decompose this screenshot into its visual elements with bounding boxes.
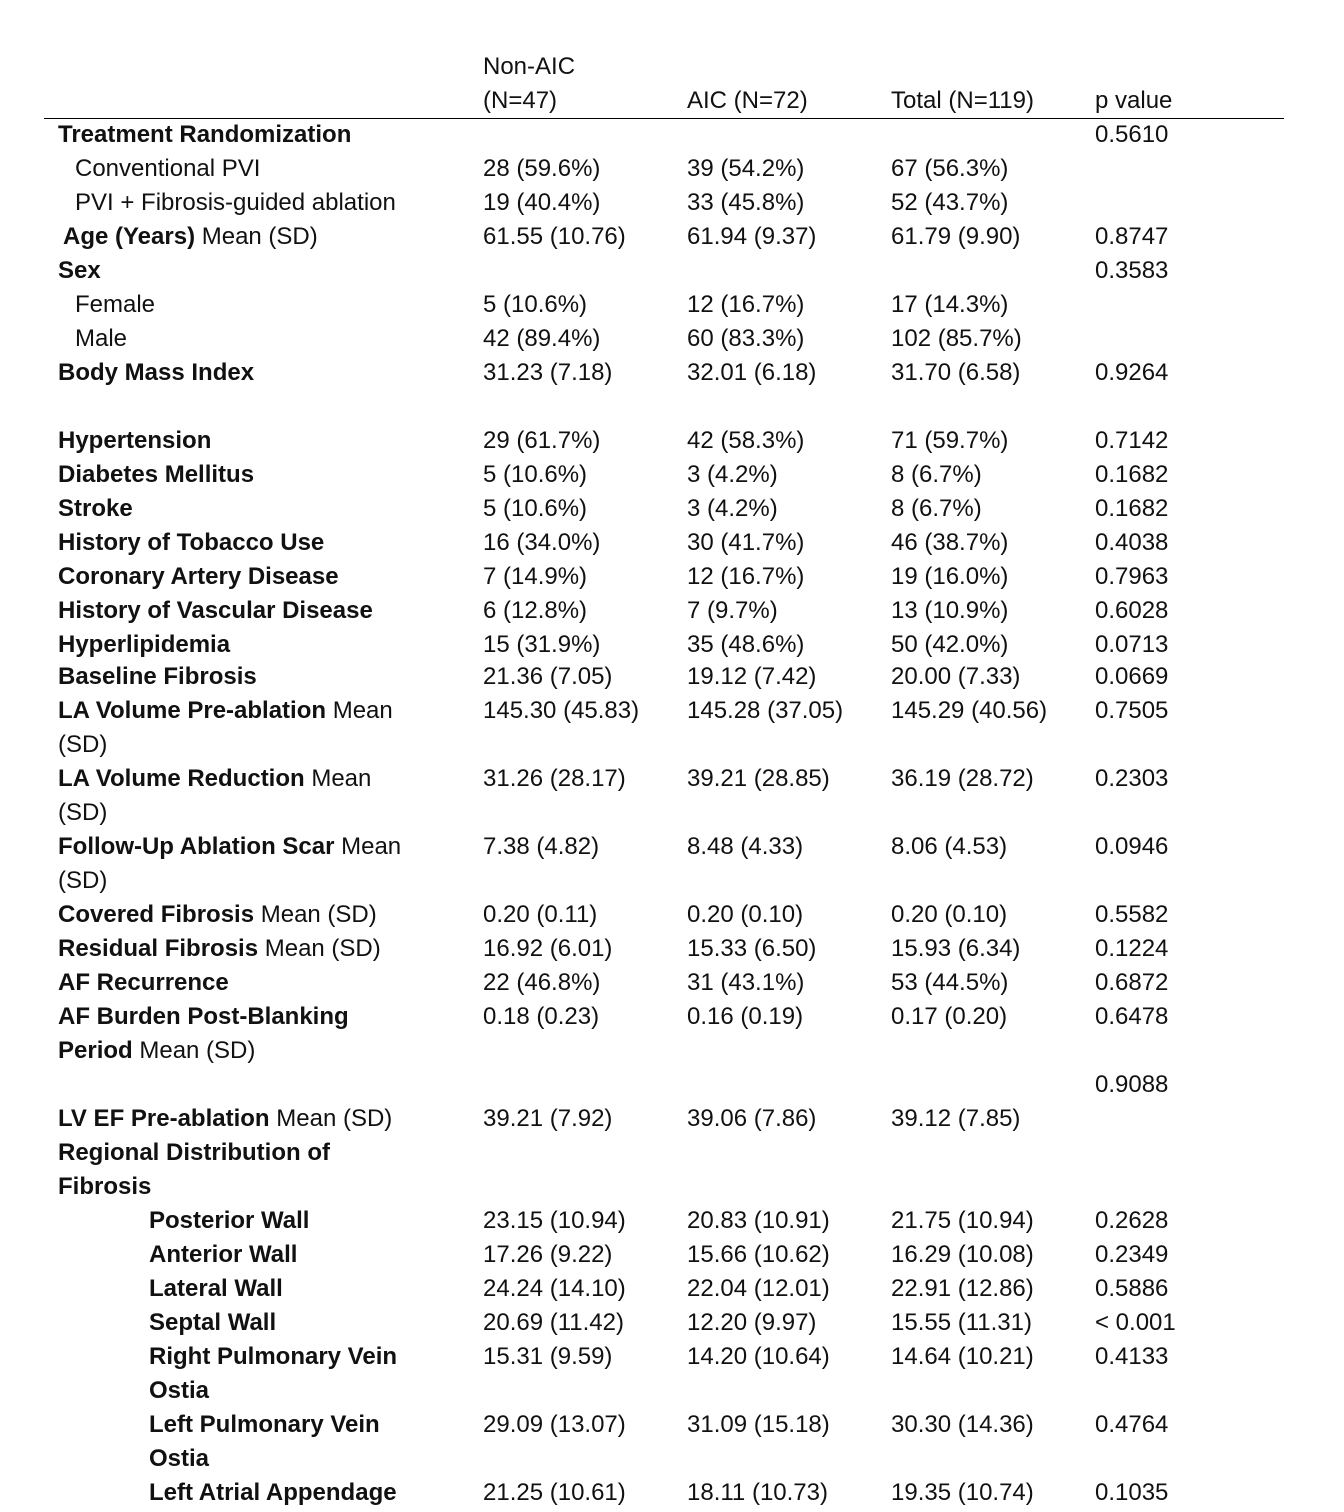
row-label: [58, 118, 351, 152]
cell-pvalue: 0.1035: [1095, 1479, 1169, 1506]
row-label-line1: [58, 560, 339, 594]
row-label-bold: Diabetes Mellitus: [58, 461, 255, 488]
row-label-line1: [58, 458, 254, 492]
cell-total: 20.00 (7.33): [891, 663, 1021, 690]
row-label: [58, 628, 230, 662]
cell-aic: 32.01 (6.18): [687, 359, 817, 386]
row-label: [58, 660, 257, 694]
cell-aic: 12.20 (9.97): [687, 1309, 817, 1336]
cell-aic: 22.04 (12.01): [687, 1275, 830, 1302]
row-label: [149, 1238, 297, 1272]
row-label: [63, 220, 318, 254]
cell-nonaic: 16.92 (6.01): [483, 935, 613, 962]
row-label: [149, 1340, 397, 1408]
row-label-line1: [58, 932, 381, 966]
cell-nonaic: 21.25 (10.61): [483, 1479, 626, 1506]
row-label-bold: AF Burden Post-Blanking: [58, 1003, 349, 1030]
row-label-line1: [149, 1306, 276, 1340]
row-label: [58, 694, 393, 762]
row-label-line1: [58, 526, 324, 560]
header-total: Total (N=119): [891, 87, 1034, 114]
cell-total: 19 (16.0%): [891, 563, 1009, 590]
header-nonaic: [483, 50, 575, 118]
cell-total: 13 (10.9%): [891, 597, 1009, 624]
cell-pvalue: 0.6478: [1095, 1003, 1169, 1030]
row-label-bold: Regional Distribution of: [58, 1139, 330, 1166]
row-label: [58, 898, 377, 932]
row-label: [58, 594, 373, 628]
cell-pvalue: 0.7142: [1095, 427, 1169, 454]
row-label: [58, 424, 211, 458]
cell-total: 22.91 (12.86): [891, 1275, 1034, 1302]
row-label-line1: [75, 322, 127, 356]
cell-nonaic: 7 (14.9%): [483, 563, 588, 590]
header-nonaic-line1: Non-AIC: [483, 53, 576, 80]
row-label-line1: [75, 152, 260, 186]
cell-total: 17 (14.3%): [891, 291, 1009, 318]
cell-aic: 42 (58.3%): [687, 427, 805, 454]
cell-aic: 60 (83.3%): [687, 325, 805, 352]
row-label-text: (SD): [58, 799, 108, 826]
cell-aic: 3 (4.2%): [687, 461, 778, 488]
cell-aic: 33 (45.8%): [687, 189, 805, 216]
cell-aic: 15.66 (10.62): [687, 1241, 830, 1268]
row-label-line2: [58, 1170, 330, 1204]
cell-aic: 30 (41.7%): [687, 529, 805, 556]
row-label: [58, 526, 324, 560]
cell-aic: 39.06 (7.86): [687, 1105, 817, 1132]
row-label: [58, 492, 133, 526]
row-label-bold: Baseline Fibrosis: [58, 663, 257, 690]
row-label-line1: [58, 830, 401, 864]
row-label-text: Male: [75, 325, 128, 352]
cell-total: 0.17 (0.20): [891, 1003, 1008, 1030]
row-label: [58, 356, 254, 390]
cell-nonaic: 31.26 (28.17): [483, 765, 626, 792]
row-label-bold: Follow-Up Ablation Scar: [58, 833, 335, 860]
cell-nonaic: 31.23 (7.18): [483, 359, 613, 386]
row-label-bold: Fibrosis: [58, 1173, 152, 1200]
cell-nonaic: 20.69 (11.42): [483, 1309, 624, 1336]
row-label: [149, 1408, 380, 1476]
row-label-line1: [58, 1136, 330, 1170]
cell-total: 39.12 (7.85): [891, 1105, 1021, 1132]
row-label-line1: [58, 492, 133, 526]
cell-nonaic: 22 (46.8%): [483, 969, 601, 996]
row-label-text: Mean: [334, 833, 402, 860]
cell-total: 21.75 (10.94): [891, 1207, 1034, 1234]
cell-total: 30.30 (14.36): [891, 1411, 1034, 1438]
cell-aic: 39.21 (28.85): [687, 765, 830, 792]
cell-pvalue: 0.0713: [1095, 631, 1169, 658]
cell-nonaic: 29 (61.7%): [483, 427, 601, 454]
cell-nonaic: 24.24 (14.10): [483, 1275, 626, 1302]
cell-aic: 145.28 (37.05): [687, 697, 844, 724]
row-label-line1: [58, 762, 371, 796]
cell-pvalue: 0.1682: [1095, 495, 1169, 522]
cell-total: 67 (56.3%): [891, 155, 1009, 182]
cell-nonaic: 16 (34.0%): [483, 529, 601, 556]
row-label: [58, 762, 371, 830]
cell-pvalue: 0.4133: [1095, 1343, 1169, 1370]
cell-total: 46 (38.7%): [891, 529, 1009, 556]
cell-pvalue: 0.9264: [1095, 359, 1169, 386]
row-label: [58, 458, 254, 492]
row-label-bold: Ostia: [149, 1377, 210, 1404]
row-label: [58, 830, 401, 898]
cell-nonaic: 7.38 (4.82): [483, 833, 600, 860]
cell-nonaic: 42 (89.4%): [483, 325, 601, 352]
cell-aic: 14.20 (10.64): [687, 1343, 830, 1370]
cell-total: 31.70 (6.58): [891, 359, 1021, 386]
row-label-bold: Period: [58, 1037, 133, 1064]
row-label: [58, 560, 339, 594]
row-label-text: PVI + Fibrosis-guided ablation: [75, 189, 396, 216]
cell-total: 19.35 (10.74): [891, 1479, 1034, 1506]
row-label-bold: Residual Fibrosis: [58, 935, 259, 962]
cell-aic: 31.09 (15.18): [687, 1411, 830, 1438]
cell-nonaic: 6 (12.8%): [483, 597, 588, 624]
cell-total: 52 (43.7%): [891, 189, 1009, 216]
cell-aic: 18.11 (10.73): [687, 1479, 828, 1506]
row-label-line1: [58, 694, 393, 728]
row-label-bold: Coronary Artery Disease: [58, 563, 339, 590]
header-nonaic-line2: (N=47): [483, 87, 558, 114]
row-label-bold: Age (Years): [63, 223, 196, 250]
row-label-text: Mean (SD): [269, 1105, 393, 1132]
cell-total: 8 (6.7%): [891, 495, 982, 522]
row-label-line1: [149, 1204, 309, 1238]
cell-aic: 35 (48.6%): [687, 631, 805, 658]
cell-nonaic: 28 (59.6%): [483, 155, 601, 182]
row-label: [75, 152, 260, 186]
row-label-line1: [63, 220, 318, 254]
row-label-line1: [149, 1340, 397, 1374]
row-label-bold: Left Pulmonary Vein: [149, 1411, 380, 1438]
cell-nonaic: 15.31 (9.59): [483, 1343, 613, 1370]
row-label-bold: Lateral Wall: [149, 1275, 283, 1302]
cell-aic: 20.83 (10.91): [687, 1207, 830, 1234]
cell-nonaic: 21.36 (7.05): [483, 663, 613, 690]
cell-aic: 61.94 (9.37): [687, 223, 817, 250]
cell-pvalue: 0.2349: [1095, 1241, 1169, 1268]
cell-pvalue: 0.8747: [1095, 223, 1169, 250]
row-label-bold: Anterior Wall: [149, 1241, 298, 1268]
cell-pvalue: 0.7505: [1095, 697, 1169, 724]
cell-aic: 15.33 (6.50): [687, 935, 817, 962]
row-label-line2: [58, 864, 401, 898]
row-label-line1: [58, 1000, 349, 1034]
cell-pvalue: 0.4764: [1095, 1411, 1169, 1438]
cell-pvalue: 0.6028: [1095, 597, 1169, 624]
cell-pvalue: 0.4038: [1095, 529, 1169, 556]
row-label: [149, 1272, 283, 1306]
cell-total: 14.64 (10.21): [891, 1343, 1034, 1370]
row-label: [58, 254, 101, 288]
row-label: [58, 932, 381, 966]
row-label-text: Mean (SD): [254, 901, 377, 928]
row-label-text: Conventional PVI: [75, 155, 261, 182]
cell-nonaic: 19 (40.4%): [483, 189, 601, 216]
row-label-bold: Right Pulmonary Vein: [149, 1343, 398, 1370]
row-label-line1: [58, 594, 373, 628]
row-label-bold: Treatment Randomization: [58, 121, 352, 148]
row-label-line1: [149, 1238, 297, 1272]
row-label-line1: [58, 660, 257, 694]
row-label-bold: AF Recurrence: [58, 969, 229, 996]
row-label-line2: [58, 796, 371, 830]
cell-total: 102 (85.7%): [891, 325, 1022, 352]
cell-nonaic: 23.15 (10.94): [483, 1207, 626, 1234]
cell-aic: 0.16 (0.19): [687, 1003, 804, 1030]
cell-total: 8 (6.7%): [891, 461, 982, 488]
row-label-text: Mean (SD): [132, 1037, 256, 1064]
row-label-bold: LA Volume Pre-ablation: [58, 697, 327, 724]
row-label: [75, 288, 155, 322]
cell-total: 71 (59.7%): [891, 427, 1009, 454]
row-label-line1: [75, 288, 155, 322]
row-label-bold: Septal Wall: [149, 1309, 277, 1336]
cell-aic: 8.48 (4.33): [687, 833, 804, 860]
cell-pvalue: 0.5886: [1095, 1275, 1169, 1302]
row-label-text: Female: [75, 291, 156, 318]
row-label-bold: Hypertension: [58, 427, 212, 454]
row-label: [75, 186, 396, 220]
cell-pvalue: 0.5610: [1095, 121, 1169, 148]
cell-pvalue: 0.9088: [1095, 1071, 1169, 1098]
cell-pvalue: 0.3583: [1095, 257, 1169, 284]
row-label-line1: [58, 424, 211, 458]
row-label-line1: [58, 966, 229, 1000]
row-label-bold: Ostia: [149, 1445, 210, 1472]
cell-pvalue: < 0.001: [1095, 1309, 1176, 1336]
cell-total: 15.93 (6.34): [891, 935, 1021, 962]
cell-total: 61.79 (9.90): [891, 223, 1021, 250]
row-label-bold: LV EF Pre-ablation: [58, 1105, 270, 1132]
row-label-line1: [58, 898, 377, 932]
cell-pvalue: 0.0669: [1095, 663, 1169, 690]
cell-aic: 19.12 (7.42): [687, 663, 817, 690]
cell-aic: 3 (4.2%): [687, 495, 778, 522]
row-label-text: (SD): [58, 731, 108, 758]
row-label-bold: Body Mass Index: [58, 359, 255, 386]
row-label-bold: Stroke: [58, 495, 133, 522]
cell-aic: 39 (54.2%): [687, 155, 805, 182]
row-label-bold: LA Volume Reduction: [58, 765, 305, 792]
cell-aic: 0.20 (0.10): [687, 901, 804, 928]
row-label-text: Mean (SD): [195, 223, 318, 250]
cell-pvalue: 0.1682: [1095, 461, 1169, 488]
row-label-line1: [149, 1476, 397, 1510]
row-label-line2: [58, 728, 393, 762]
cell-aic: 12 (16.7%): [687, 563, 805, 590]
row-label-text: Mean (SD): [258, 935, 381, 962]
row-label-line1: [149, 1408, 380, 1442]
cell-total: 145.29 (40.56): [891, 697, 1048, 724]
row-label-line1: [58, 1102, 392, 1136]
row-label: [149, 1476, 397, 1510]
row-label-line2: [58, 1034, 349, 1068]
cell-total: 50 (42.0%): [891, 631, 1009, 658]
cell-nonaic: 5 (10.6%): [483, 495, 588, 522]
row-label-line1: [75, 186, 396, 220]
cell-nonaic: 5 (10.6%): [483, 291, 588, 318]
cell-aic: 7 (9.7%): [687, 597, 778, 624]
row-label: [149, 1306, 276, 1340]
row-label-line1: [58, 628, 230, 662]
row-label-line1: [149, 1272, 283, 1306]
cell-pvalue: 0.7963: [1095, 563, 1169, 590]
row-label: [149, 1204, 309, 1238]
row-label-bold: History of Vascular Disease: [58, 597, 373, 624]
cell-pvalue: 0.2303: [1095, 765, 1169, 792]
cell-total: 8.06 (4.53): [891, 833, 1008, 860]
row-label-text: (SD): [58, 867, 108, 894]
header-aic: AIC (N=72): [687, 87, 808, 114]
cell-pvalue: 0.1224: [1095, 935, 1169, 962]
row-label: [58, 1136, 330, 1204]
row-label: [58, 966, 229, 1000]
cell-nonaic: 0.20 (0.11): [483, 901, 598, 928]
row-label-bold: Left Atrial Appendage: [149, 1479, 397, 1506]
row-label-line1: [58, 356, 254, 390]
row-label-line2: [149, 1374, 397, 1408]
row-label-line2: [149, 1442, 380, 1476]
cell-nonaic: 17.26 (9.22): [483, 1241, 613, 1268]
row-label-line1: [58, 118, 351, 152]
cell-nonaic: 145.30 (45.83): [483, 697, 640, 724]
row-label: [58, 1000, 349, 1068]
cell-total: 36.19 (28.72): [891, 765, 1034, 792]
cell-pvalue: 0.0946: [1095, 833, 1169, 860]
cell-nonaic: 39.21 (7.92): [483, 1105, 613, 1132]
row-label-bold: Hyperlipidemia: [58, 631, 231, 658]
cell-nonaic: 0.18 (0.23): [483, 1003, 600, 1030]
row-label: [75, 322, 127, 356]
cell-total: 15.55 (11.31): [891, 1309, 1032, 1336]
cell-nonaic: 29.09 (13.07): [483, 1411, 626, 1438]
row-label-text: Mean: [326, 697, 393, 724]
row-label-bold: Covered Fibrosis: [58, 901, 255, 928]
cell-nonaic: 15 (31.9%): [483, 631, 601, 658]
cell-total: 16.29 (10.08): [891, 1241, 1034, 1268]
row-label-line1: [58, 254, 101, 288]
cell-aic: 12 (16.7%): [687, 291, 805, 318]
cell-total: 53 (44.5%): [891, 969, 1009, 996]
row-label-bold: Posterior Wall: [149, 1207, 310, 1234]
cell-total: 0.20 (0.10): [891, 901, 1008, 928]
cell-pvalue: 0.2628: [1095, 1207, 1169, 1234]
header-pvalue: p value: [1095, 87, 1173, 114]
row-label-bold: Sex: [58, 257, 101, 284]
cell-pvalue: 0.5582: [1095, 901, 1169, 928]
cell-pvalue: 0.6872: [1095, 969, 1169, 996]
cell-aic: 31 (43.1%): [687, 969, 805, 996]
cell-nonaic: 61.55 (10.76): [483, 223, 626, 250]
cell-nonaic: 5 (10.6%): [483, 461, 588, 488]
row-label: [58, 1102, 392, 1136]
row-label-text: Mean: [304, 765, 372, 792]
row-label-bold: History of Tobacco Use: [58, 529, 325, 556]
